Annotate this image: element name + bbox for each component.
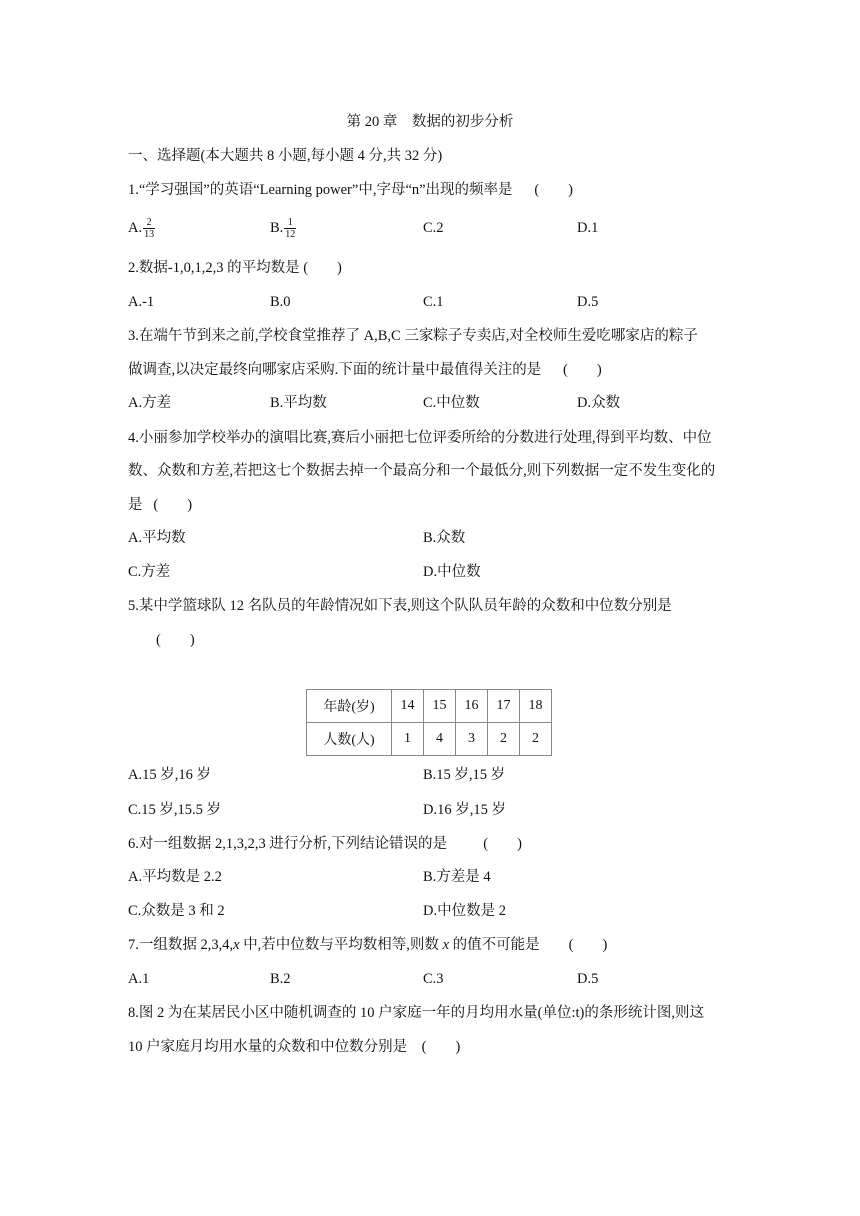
answer-paren: ( ): [534, 182, 573, 198]
table-header-cell: 年龄(岁): [307, 690, 392, 723]
option-c: C.1: [423, 294, 444, 310]
option-b: B.15 岁,15 岁: [423, 767, 506, 783]
option-a: A.15 岁,16 岁: [128, 767, 211, 783]
answer-paren: ( ): [153, 497, 193, 513]
table-cell: 4: [424, 723, 456, 756]
age-table: [306, 689, 552, 756]
answer-paren: ( ): [421, 1039, 461, 1055]
answer-paren: ( ): [483, 836, 522, 852]
table-cell: 3: [456, 723, 488, 756]
table-cell: 1: [392, 723, 424, 756]
option-d: D.16 岁,15 岁: [423, 802, 506, 818]
fraction: $\frac{1}{12}$: [285, 217, 296, 240]
table-row: [307, 690, 552, 723]
question-4-line-3: 是 ( ): [128, 497, 193, 513]
question-4-line-1: 4.小丽参加学校举办的演唱比赛,赛后小丽把七位评委所给的分数进行处理,得到平均数、中位: [128, 430, 712, 446]
option-b: B.0: [270, 294, 291, 310]
option-c: C.2: [423, 220, 444, 236]
option-c: C.3: [423, 971, 444, 987]
option-d: D.5: [577, 971, 599, 987]
chapter-title: 第 20 章 数据的初步分析: [346, 114, 514, 130]
table-cell: 17: [488, 690, 520, 723]
option-a: A.平均数是 2.2: [128, 869, 222, 885]
option-c: C.15 岁,15.5 岁: [128, 802, 222, 818]
answer-paren: ( ): [568, 937, 608, 953]
section-heading: 一、选择题(本大题共 8 小题,每小题 4 分,共 32 分): [128, 148, 443, 164]
question-4-line-2: 数、众数和方差,若把这七个数据去掉一个最高分和一个最低分,则下列数据一定不发生变化的: [128, 463, 716, 479]
question-7: 7.一组数据 2,3,4,x 中,若中位数与平均数相等,则数 x 的值不可能是 ( ): [128, 937, 608, 953]
table-cell: 16: [456, 690, 488, 723]
question-1: [128, 180, 573, 200]
answer-paren: ( ): [303, 260, 342, 276]
fraction: $\frac{2}{13}$: [144, 217, 155, 240]
variable-x: x: [233, 937, 240, 953]
question-8-line-2: 10 户家庭月均用水量的众数和中位数分别是 ( ): [128, 1039, 461, 1055]
question-1-stem: 1.“学习强国”的英语“Learning power”中,字母“n”出现的频率是: [128, 182, 513, 198]
option-c: C.众数是 3 和 2: [128, 903, 225, 919]
table-cell: 18: [520, 690, 552, 723]
option-d: D.众数: [577, 395, 621, 411]
option-d: D.中位数: [423, 564, 481, 580]
option-b: B.众数: [423, 530, 466, 546]
table-cell: 2: [488, 723, 520, 756]
question-3-line-2: 做调查,以决定最终向哪家店采购.下面的统计量中最值得关注的是 ( ): [128, 362, 602, 378]
table-cell: 14: [392, 690, 424, 723]
table-cell: 15: [424, 690, 456, 723]
option-c: C.方差: [128, 564, 171, 580]
question-6: 6.对一组数据 2,1,3,2,3 进行分析,下列结论错误的是 ( ): [128, 836, 522, 852]
option-b: B.2: [270, 971, 291, 987]
option-c: C.中位数: [423, 395, 480, 411]
option-b: B. $\frac{1}{12}$: [270, 217, 296, 240]
question-3-line-1: 3.在端午节到来之前,学校食堂推荐了 A,B,C 三家粽子专卖店,对全校师生爱吃哪家店的粽子: [128, 328, 698, 344]
table-header-cell: 人数(人): [307, 723, 392, 756]
answer-paren: ( ): [156, 632, 195, 648]
question-8-line-1: 8.图 2 为在某居民小区中随机调查的 10 户家庭一年的月均用水量(单位:t)的条形统计图,则这: [128, 1005, 704, 1021]
option-a: A.方差: [128, 395, 172, 411]
option-d: D.1: [577, 220, 599, 236]
table-row: [307, 723, 552, 756]
answer-paren: ( ): [563, 362, 602, 378]
option-a: A.-1: [128, 294, 155, 310]
option-a: A. $\frac{2}{13}$: [128, 217, 155, 240]
question-5-stem: 5.某中学篮球队 12 名队员的年龄情况如下表,则这个队队员年龄的众数和中位数分别是: [128, 598, 672, 614]
option-a: A.1: [128, 971, 150, 987]
option-a: A.平均数: [128, 530, 186, 546]
option-d: D.中位数是 2: [423, 903, 506, 919]
option-d: D.5: [577, 294, 599, 310]
question-2-stem: 2.数据-1,0,1,2,3 的平均数是: [128, 260, 300, 276]
variable-x: x: [442, 937, 449, 953]
question-2: [128, 258, 342, 278]
table-cell: 2: [520, 723, 552, 756]
option-b: B.平均数: [270, 395, 327, 411]
option-b: B.方差是 4: [423, 869, 491, 885]
